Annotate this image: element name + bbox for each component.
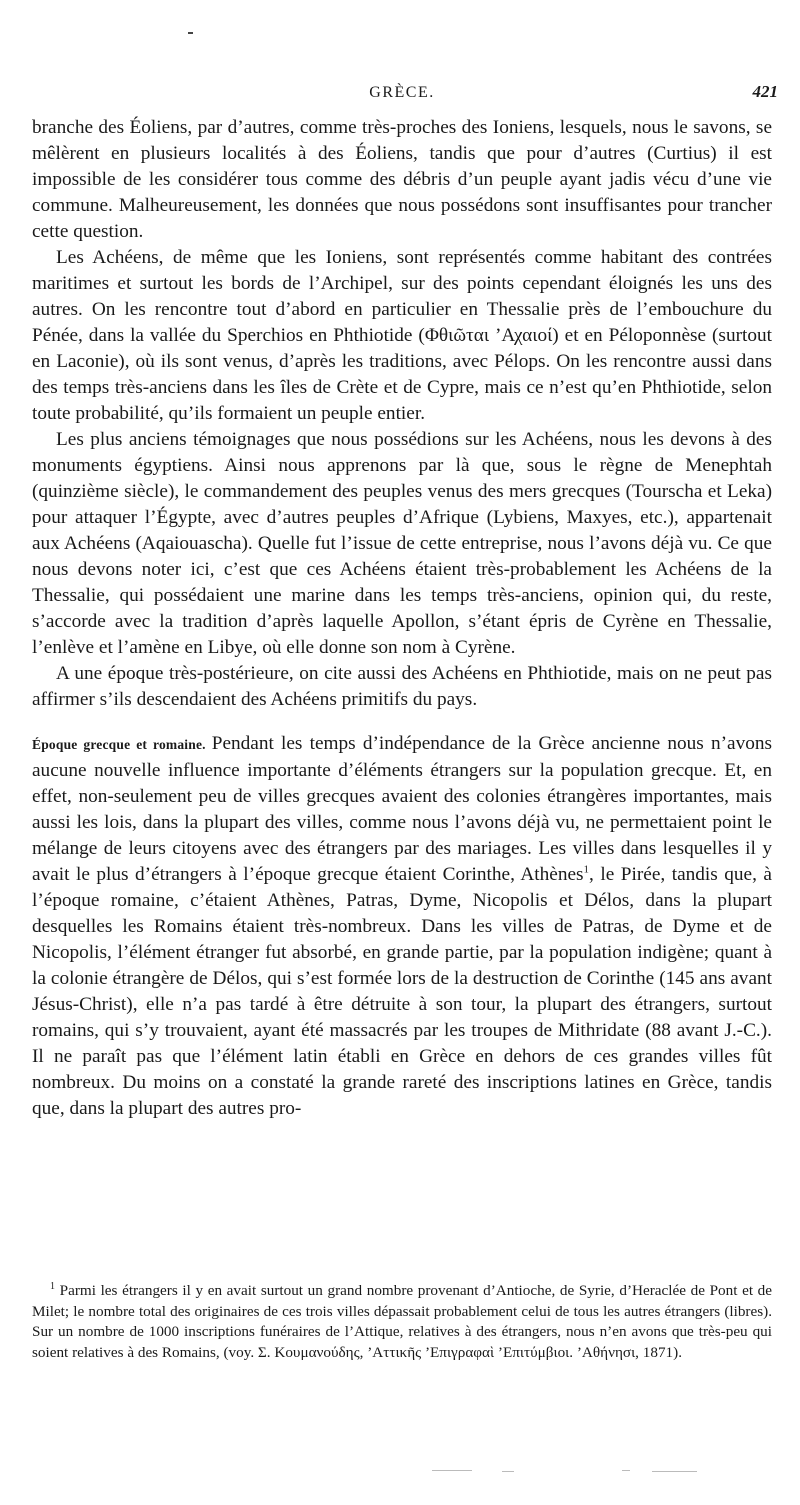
- section-text-after-note: , le Pirée, tandis que, à l’époque romaine, c’étaient Athènes, Patras, Dyme, Nicopolis et Délos, dans la plupart desquelles les Romains étaient très-nombreux. Dans les villes de Patras, de Dyme et de Nicopolis, l’élément étranger fut absorbé, en grande partie, par la population indigène; quant à la colonie étrangère de Délos, qui s’est formée lors de la destruction de Corinthe (145 ans avant Jésus-Christ), elle n’a pas tardé à être détruite à son tour, la plupart des étrangers, surtout romains, qui s’y trouvaient, ayant été massacrés par les troupes de Mithridate (88 avant J.-C.). Il ne paraît pas que l’élément latin établi en Grèce en dehors de ces grandes villes fût nombreux. Du moins on a constaté la grande rareté des inscriptions latines en Grèce, tandis que, dans la plupart des autres pro-: [32, 864, 772, 1119]
- book-page: [32, 0, 778, 1505]
- print-speck: [188, 32, 193, 34]
- running-head: [32, 82, 778, 108]
- paragraph-eoliens: branche des Éoliens, par d’autres, comme très-proches des Ioniens, lesquels, nous le savons, se mêlèrent en plusieurs localités à des Éoliens, tandis que pour d’autres (Curtius) il est impossible de les considérer tous comme des débris d’un peuple ayant jadis vécu d’une vie commune. Malheureusement, les données que nous possédons sont insuffisantes pour trancher cette question.: [32, 117, 772, 242]
- page-number: 421: [752, 82, 778, 101]
- print-bleed-marks: [432, 1470, 712, 1473]
- running-title: GRÈCE.: [369, 84, 435, 101]
- section-heading: Époque grecque et romaine.: [32, 737, 206, 752]
- footnote-text: Parmi les étrangers il y en avait surtout un grand nombre provenant d’Antioche, de Syrie, d’Heraclée de Pont et de Milet; le nombre total des originaires de ces trois villes dépassait probablement celui de tous les autres étrangers (libres). Sur un nombre de 1000 inscriptions funéraires de l’Attique, relatives à des étrangers, nous n’en avons que très-peu qui soient relatives à des Romains, (voy. Σ. Κουμανούδης, ’Αττικῆς ’Επιγραφαὶ ’Επιτύμβιοι. ’Αθήνησι, 1871).: [32, 1282, 773, 1361]
- footnote-reference: 1: [583, 863, 590, 876]
- bleed-mark: [652, 1471, 697, 1472]
- bleed-mark: [622, 1470, 630, 1471]
- paragraph-epoque-posterieure: A une époque très-postérieure, on cite aussi des Achéens en Phthiotide, mais on ne peut pas affirmer s’ils descendaient des Achéens primitifs du pays.: [32, 663, 772, 710]
- bleed-mark: [432, 1470, 472, 1471]
- paragraph-temoignages: Les plus anciens témoignages que nous possédions sur les Achéens, nous les devons à des monuments égyptiens. Ainsi nous apprenons par là que, sous le règne de Menephtah (quinzième siècle), le commandement des peuples venus des mers grecques (Tourscha et Leka) pour attaquer l’Égypte, avec d’autres peuples d’Afrique (Lybiens, Maxyes, etc.), appartenait aux Achéens (Aqaiouascha). Quelle fut l’issue de cette entreprise, nous l’avons déjà vu. Ce que nous devons noter ici, c’est que ces Achéens étaient très-probablement les Achéens de la Thessalie, qui possédaient une marine dans les temps très-anciens, opinion qui, du reste, s’accorde avec la tradition d’après laquelle Apollon, s’étant épris de Cyrène en Thessalie, l’enlève et l’amène en Libye, où elle donne son nom à Cyrène.: [32, 429, 772, 658]
- bleed-mark: [502, 1471, 514, 1472]
- paragraph-acheens: Les Achéens, de même que les Ioniens, sont représentés comme habitant des contrées maritimes et surtout les bords de l’Archipel, sur des points cependant éloignés les uns des autres. On les rencontre tout d’abord en particulier en Thessalie près de l’embouchure du Pénée, dans la vallée du Sperchios en Phthiotide (Φθιῶται ’Αχαιοί) et en Péloponnèse (surtout en Laconie), où ils sont venus, d’après les traditions, avec Pélops. On les rencontre aussi dans des temps très-anciens dans les îles de Crète et de Cypre, mais ce n’est qu’en Phthiotide, selon toute probabilité, qu’ils formaient un peuple entier.: [32, 247, 772, 424]
- section-greek-roman: [32, 731, 772, 1122]
- body-text: [32, 115, 772, 1122]
- footnote: [32, 1281, 772, 1363]
- footnote-mark: 1: [50, 1280, 55, 1292]
- section-text-before-note: Pendant les temps d’indépendance de la Grèce ancienne nous n’avons aucune nouvelle influence importante d’éléments étrangers sur la population grecque. Et, en effet, non-seulement peu de villes grecques avaient des colonies étrangères importantes, mais aussi les lois, dans la plupart des villes, comme nous l’avons déjà vu, ne permettaient point le mélange de leurs citoyens avec des étrangers par des mariages. Les villes dans lesquelles il y avait le plus d’étrangers à l’époque grecque étaient Corinthe, Athènes: [32, 733, 772, 885]
